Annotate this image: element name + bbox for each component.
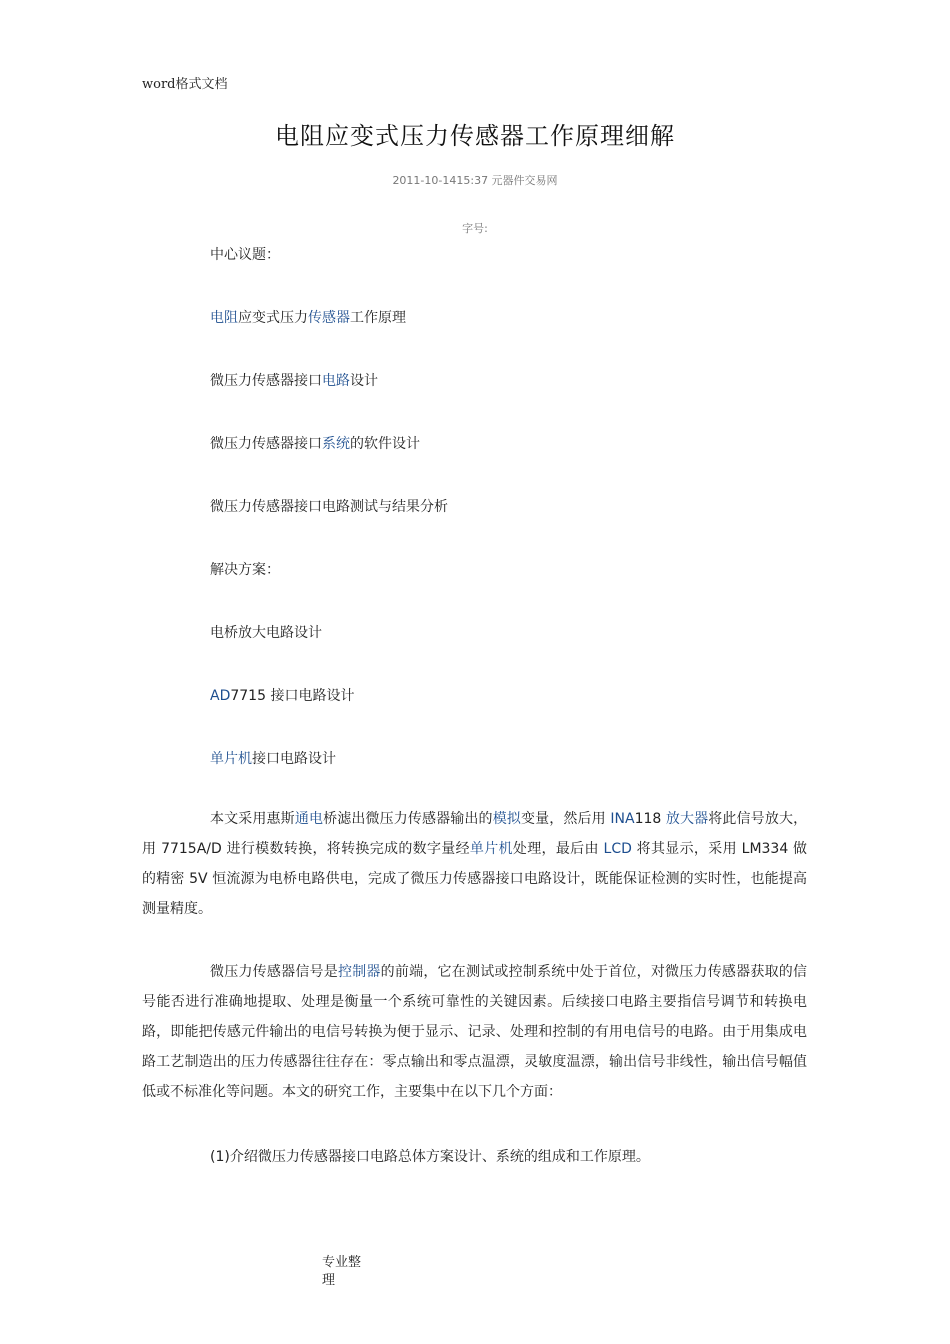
paragraph-2	[142, 957, 807, 1107]
link-bridge[interactable]: 通电	[294, 811, 324, 827]
para1-text-6: 处理，最后由	[512, 841, 604, 857]
topic-item-2-text-b: 设计	[350, 373, 378, 389]
link-amplifier[interactable]: 放大器	[665, 811, 709, 827]
para1-text-2: 桥滤出微压力传感器输出的	[323, 811, 493, 827]
solution-item-2	[210, 685, 354, 705]
article-title: 电阻应变式压力传感器工作原理细解	[275, 122, 675, 150]
link-mcu-2[interactable]: 单片机	[469, 841, 513, 857]
solutions-heading: 解决方案：	[210, 562, 280, 578]
link-sensor[interactable]: 传感器	[308, 310, 350, 326]
link-lcd[interactable]: LCD	[603, 841, 632, 857]
topic-item-3-text-a: 微压力传感器接口	[210, 436, 322, 452]
topic-item-3	[210, 433, 420, 453]
paragraph-1	[142, 804, 807, 924]
topic-item-4: 微压力传感器接口电路测试与结果分析	[210, 499, 448, 515]
link-controller[interactable]: 控制器	[337, 964, 381, 980]
document-header: word格式文档	[142, 77, 228, 92]
para1-text-5: 将此信号放大，用 7715A/D 进行模数转换，将转换完成的数字量经	[142, 811, 808, 857]
link-circuit[interactable]: 电路	[322, 373, 350, 389]
topic-item-3-text-b: 的软件设计	[350, 436, 420, 452]
footer-label: 专业整理	[322, 1255, 362, 1288]
topic-item-1-text-a: 应变式压力	[238, 310, 308, 326]
link-analog[interactable]: 模拟	[492, 811, 521, 827]
topic-item-1	[210, 307, 406, 327]
list-item-1: (1)介绍微压力传感器接口电路总体方案设计、系统的组成和工作原理。	[210, 1149, 650, 1165]
topic-item-1-text-b: 工作原理	[350, 310, 406, 326]
para2-text-2: 的前端，它在测试或控制系统中处于首位，对微压力传感器获取的信号能否进行准确地提取、处理是衡量一个系统可靠性的关键因素。后续接口电路主要指信号调节和转换电路，即能把传感元件输出的电信号转换为便于显示、记录、处理和控制的有用电信号的电路。由于用集成电路工艺制造出的压力传感器往往存在：零点输出和零点温漂，灵敏度温漂，输出信号非线性，输出信号幅值低或不标准化等问题。本文的研究工作，主要集中在以下几个方面：	[142, 964, 808, 1100]
link-mcu[interactable]: 单片机	[210, 751, 252, 767]
solution-item-2-text: 7715 接口电路设计	[230, 688, 355, 704]
para1-text-7: 将其显示，采用 LM334 做的精密 5V 恒流源为电桥电路供电，完成了微压力传感器接口电路设计，既能保证检测的实时性，也能提高测量精度。	[142, 841, 808, 917]
link-ina[interactable]: INA	[610, 811, 635, 827]
topic-item-2-text-a: 微压力传感器接口	[210, 373, 322, 389]
article-meta: 2011-10-1415:37 元器件交易网	[392, 174, 558, 187]
para1-text-1: 本文采用惠斯	[210, 811, 295, 827]
font-size-label: 字号:	[462, 222, 488, 235]
link-ad[interactable]: AD	[210, 688, 231, 704]
para1-text-4: 118	[634, 811, 666, 827]
para1-text-3: 变量，然后用	[520, 811, 611, 827]
topic-item-2	[210, 370, 378, 390]
link-system[interactable]: 系统	[322, 436, 350, 452]
solution-item-3-text: 接口电路设计	[252, 751, 336, 767]
topics-heading: 中心议题：	[210, 247, 280, 263]
para2-text-1: 微压力传感器信号是	[210, 964, 338, 980]
solution-item-3	[210, 748, 336, 768]
solution-item-1: 电桥放大电路设计	[210, 625, 322, 641]
link-resistor[interactable]: 电阻	[210, 310, 238, 326]
